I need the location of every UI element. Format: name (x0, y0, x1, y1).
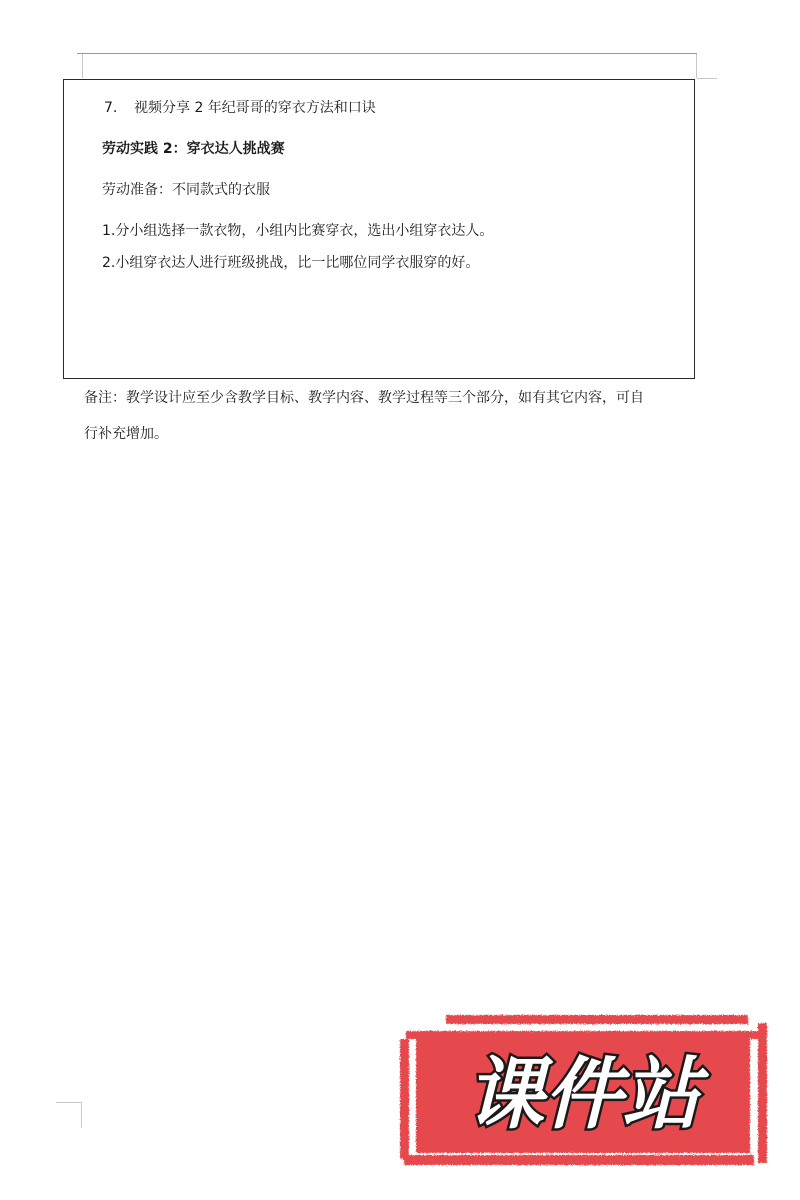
item-7-number: 7. (104, 100, 118, 116)
note-line-2: 行补充增加。 (84, 426, 168, 442)
watermark-logo (398, 1013, 770, 1170)
item-7-text: 视频分享 2 年纪哥哥的穿衣方法和口诀 (134, 100, 376, 116)
preparation-line: 劳动准备：不同款式的衣服 (102, 182, 270, 198)
crop-mark-top-right-h (697, 78, 717, 79)
watermark-text: 课件站 (465, 1050, 701, 1140)
table-cell (63, 79, 695, 379)
step-1: 1.分小组选择一款衣物，小组内比赛穿衣，选出小组穿衣达人。 (102, 223, 494, 239)
note-line-1: 备注：教学设计应至少含教学目标、教学内容、教学过程等三个部分，如有其它内容，可自 (84, 390, 644, 406)
step-2: 2.小组穿衣达人进行班级挑战，比一比哪位同学衣服穿的好。 (102, 255, 480, 271)
item-7 (104, 99, 376, 117)
crop-mark-top-right (696, 54, 697, 78)
top-rule (77, 53, 697, 54)
practice-heading: 劳动实践 2：穿衣达人挑战赛 (102, 141, 285, 157)
crop-mark-top-left (82, 54, 83, 78)
crop-mark-bottom-left-v (81, 1102, 82, 1128)
crop-mark-bottom-left-h (56, 1102, 81, 1103)
